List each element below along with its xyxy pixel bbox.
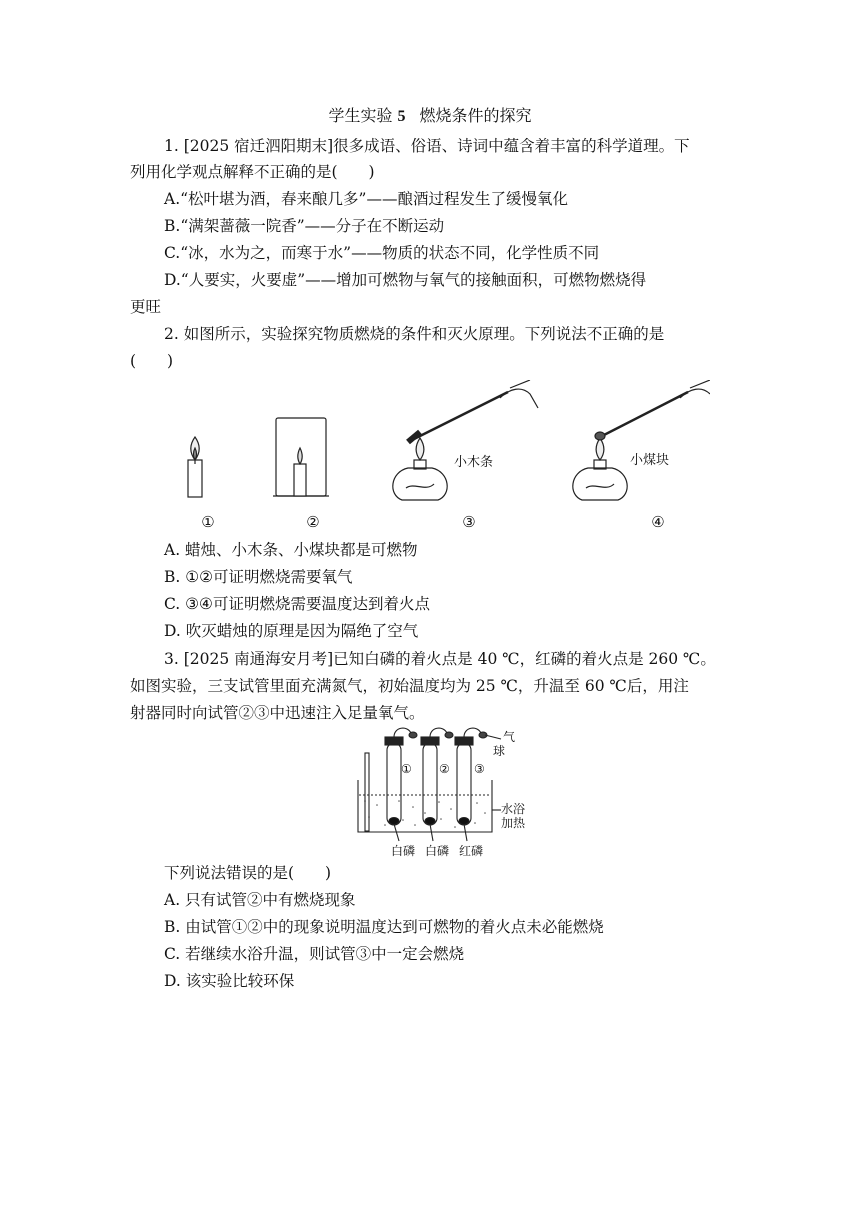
q2-caption-2: ② — [306, 513, 320, 531]
q1-option-b: B.“满架蔷薇一院香”——分子在不断运动 — [164, 217, 445, 235]
phosphorus-label-2: 白磷 — [425, 844, 450, 858]
q2-caption-3: ③ — [462, 513, 476, 531]
q3-stem-line1: 3. [2025 南通海安月考]已知白磷的着火点是 40 ℃，红磷的着火点是 260 ℃。 — [164, 650, 716, 668]
q3-stem: 下列说法错误的是( ) — [164, 864, 332, 882]
q3-figure — [355, 725, 535, 860]
q2-option-d: D. 吹灭蜡烛的原理是因为隔绝了空气 — [164, 622, 419, 640]
candle-1-illustration — [188, 437, 202, 497]
q3-option-a: A. 只有试管②中有燃烧现象 — [164, 891, 356, 909]
q2-option-a: A. 蜡烛、小木条、小煤块都是可燃物 — [164, 541, 418, 559]
balloon-label-2: 球 — [493, 744, 506, 758]
phosphorus-label-3: 红磷 — [459, 844, 484, 858]
q1-option-d: D.“人要实，火要虚”——增加可燃物与氧气的接触面积，可燃物燃烧得 — [164, 271, 647, 289]
page-title — [0, 103, 860, 126]
q3-option-d: D. 该实验比较环保 — [164, 972, 295, 990]
q1-stem-line1: 1. [2025 宿迁泗阳期末]很多成语、俗语、诗词中蕴含着丰富的科学道理。下 — [164, 137, 690, 155]
balloon-label-1: 气 — [503, 730, 516, 744]
q2-stem-line1: 2. 如图所示，实验探究物质燃烧的条件和灭火原理。下列说法不正确的是 — [164, 325, 665, 343]
title-number: 5 — [397, 108, 406, 125]
q2-caption-1: ① — [201, 513, 215, 531]
q3-option-c: C. 若继续水浴升温，则试管③中一定会燃烧 — [164, 945, 465, 963]
q2-figure — [170, 380, 710, 510]
q3-option-b: B. 由试管①②中的现象说明温度达到可燃物的着火点未必能燃烧 — [164, 918, 604, 936]
alcohol-lamp-3-illustration — [393, 380, 538, 500]
q1-option-d-cont: 更旺 — [130, 298, 162, 316]
label-coal: 小煤块 — [630, 453, 670, 468]
q2-caption-4: ④ — [651, 513, 665, 531]
tube-label-3: ③ — [474, 762, 485, 776]
title-name: 燃烧条件的探究 — [419, 106, 532, 125]
candle-2-illustration — [273, 418, 329, 496]
title-prefix: 学生实验 — [328, 106, 393, 125]
q2-option-c: C. ③④可证明燃烧需要温度达到着火点 — [164, 595, 430, 613]
label-wood: 小木条 — [454, 455, 494, 470]
q3-stem-line3: 射器同时向试管②③中迅速注入足量氧气。 — [130, 704, 425, 722]
q1-option-a: A.“松叶堪为酒，春来酿几多”——酿酒过程发生了缓慢氧化 — [164, 190, 568, 208]
q2-option-b: B. ①②可证明燃烧需要氧气 — [164, 568, 353, 586]
tube-label-1: ① — [401, 762, 412, 776]
bath-label-2: 加热 — [501, 816, 526, 830]
alcohol-lamp-4-illustration — [573, 380, 710, 500]
bath-label-1: 水浴 — [501, 802, 526, 816]
q1-stem-line2: 列用化学观点解释不正确的是( ) — [130, 163, 375, 181]
q3-stem-line2: 如图实验，三支试管里面充满氮气，初始温度均为 25 ℃，升温至 60 ℃后，用注 — [130, 677, 689, 695]
q2-stem-line2: ( ) — [130, 352, 174, 370]
phosphorus-label-1: 白磷 — [391, 844, 416, 858]
q1-option-c: C.“冰，水为之，而寒于水”——物质的状态不同，化学性质不同 — [164, 244, 600, 262]
tube-label-2: ② — [439, 762, 450, 776]
